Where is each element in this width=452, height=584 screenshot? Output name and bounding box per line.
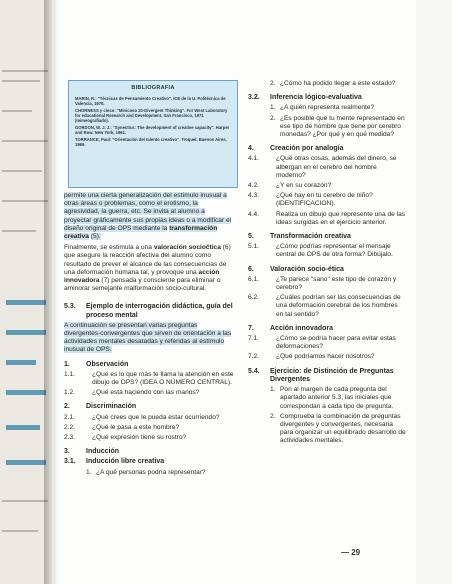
bibliography-box: [68, 80, 238, 188]
list-item: 1. Pon al margen de cada pregunta del apartado anterior 5.3, las iniciales que correspondan a cada tipo de pregunta.: [270, 386, 394, 410]
list-item: 6.1. ¿Te parece "sano" este tipo de corazón y cerebro?: [248, 275, 397, 292]
list-item: 7.2. ¿Qué podríamos hacer nosotros?: [248, 353, 375, 361]
list-item: 7.1. ¿Cómo se podría hacer para evitar estas deformaciones?: [248, 335, 396, 351]
bibliography-entry: TORRANCE, Paul: "Orientación del talento creativo". Troquel. Buenos Aires, 1969.: [75, 137, 227, 147]
heading: 3. Inducción: [64, 448, 120, 456]
list-item: 1.2. ¿Qué está haciendo con las manos?: [64, 389, 200, 397]
paragraph: permite una cierta generalización del estímulo inusual a otras áreas o problemas, como el erotismo, la agresividad, la guerra, etc. Se invita al alumno a proyectar gráficamente sus propias ideas o a modificar el diseño original de OPS mediante la transformación creativa (5).: [64, 192, 232, 241]
heading: 2. Discriminación: [64, 403, 137, 411]
list-item: 2.2. ¿Qué le pasa a este hombre?: [64, 423, 180, 431]
list-item: 4.4. Realiza un dibujo que represente una de las ideas surgidas en el ejercicio anterior.: [248, 210, 406, 226]
subheading: 3.2. Inferencia lógico-evaluativa: [248, 94, 362, 102]
book-spine-shadow: [44, 0, 60, 584]
bibliography-entry: CHORNESS y cinco: "Minicoso 20-Divergent Thinking". For West Laboratory for educational Research and Development. San Francisco, 1971 (mimeografiado).: [75, 108, 228, 123]
bibliography-entry: GORDON, W. J. J.: "Synectics: The development of creative capacity". Harper and Row. New York, 1961.: [75, 125, 230, 135]
list-item: 2.1. ¿Qué crees que le pueda estar ocurriendo?: [64, 413, 220, 421]
list-item: 1.1. ¿Qué es lo que más te llama la atención en este dibujo de OPS? (IDEA O NÚMERO CENTRAL).: [64, 370, 234, 387]
left-column: [64, 192, 234, 479]
section-heading: 5.3. Ejemplo de interrogación didáctica, guía del proceso mental: [64, 303, 233, 319]
page-number: — 29: [341, 548, 361, 557]
list-item: 6.2. ¿Cuáles podrían ser las consecuencias de una deformación cerebral de los hombres en tal sentido?: [248, 294, 401, 318]
section-heading: 5.4. Ejercicio: de Distinción de Preguntas Divergentes: [248, 367, 394, 383]
paragraph: Finalmente, se estimula a una valoración sociočtica (6) que asegure la reacción afectiva del alumno como resultado de prever el alcance de las consecuencias de una deformación humana tal, y provoque una acción innovadora (7) pensada y consciente para eliminar o aminorar semejante malformación socio-cultural.: [64, 244, 231, 293]
list-item: 5.1. ¿Cómo podrías representar el mensaje central de OPS de otra forma? Dibújalo.: [248, 243, 393, 259]
list-item: 2. Comprueba la combinación de preguntas divergentes y convergentes, necesaria para organizar un equilibrado desarrollo de actividades mentales.: [270, 412, 406, 445]
book-page: [56, 0, 416, 584]
subheading: 3.1. Inducción libre creativa: [64, 458, 165, 466]
bibliography-entry: MARIN, R.: "Técnicas de Pensamiento Creativo". ICE de la U. Politécnica de Valencia, 1975.: [75, 96, 226, 106]
bibliography-heading: BIBLIOGRAFIA: [131, 85, 175, 91]
list-item: 4.2. ¿Y en su corazón?: [248, 182, 332, 190]
list-item: 2.3. ¿Qué expresión tiene su rostro?: [64, 434, 187, 442]
heading: 7. Acción innovadora: [248, 324, 334, 332]
list-item: 2. ¿Cómo ha podido llegar a este estado?: [270, 80, 396, 87]
list-item: 2. ¿Es posible que tu mente representado en ese tipo de hombre que tiene por cerebro monedas? ¿Por qué y en qué medida?: [270, 114, 405, 139]
heading: 5. Transformación creativa: [248, 233, 351, 241]
heading: 4. Creación por analogía: [248, 145, 344, 153]
list-item: 4.1. ¿Qué otras cosas, además del dinero, se albergan en el cerebro del hombre moderno?: [248, 155, 397, 179]
list-item: 1. ¿A qué personas podría representar?: [86, 468, 206, 476]
heading: 6. Valoración socio-ética: [248, 265, 344, 273]
heading: 1. Observación: [64, 360, 129, 368]
paragraph: A continuación se presentan varias preguntas divergentes-convergentes que sirven de orientación a las actividades mentales desatadas y referidas al estímulo inusual de OPS.: [64, 321, 232, 354]
list-item: 4.3. ¿Qué hay en tu cerebro de niño? (IDENTIFICACION).: [248, 192, 373, 208]
list-item: 1. ¿A quién representa realmente?: [270, 104, 375, 112]
right-column: [248, 80, 406, 448]
